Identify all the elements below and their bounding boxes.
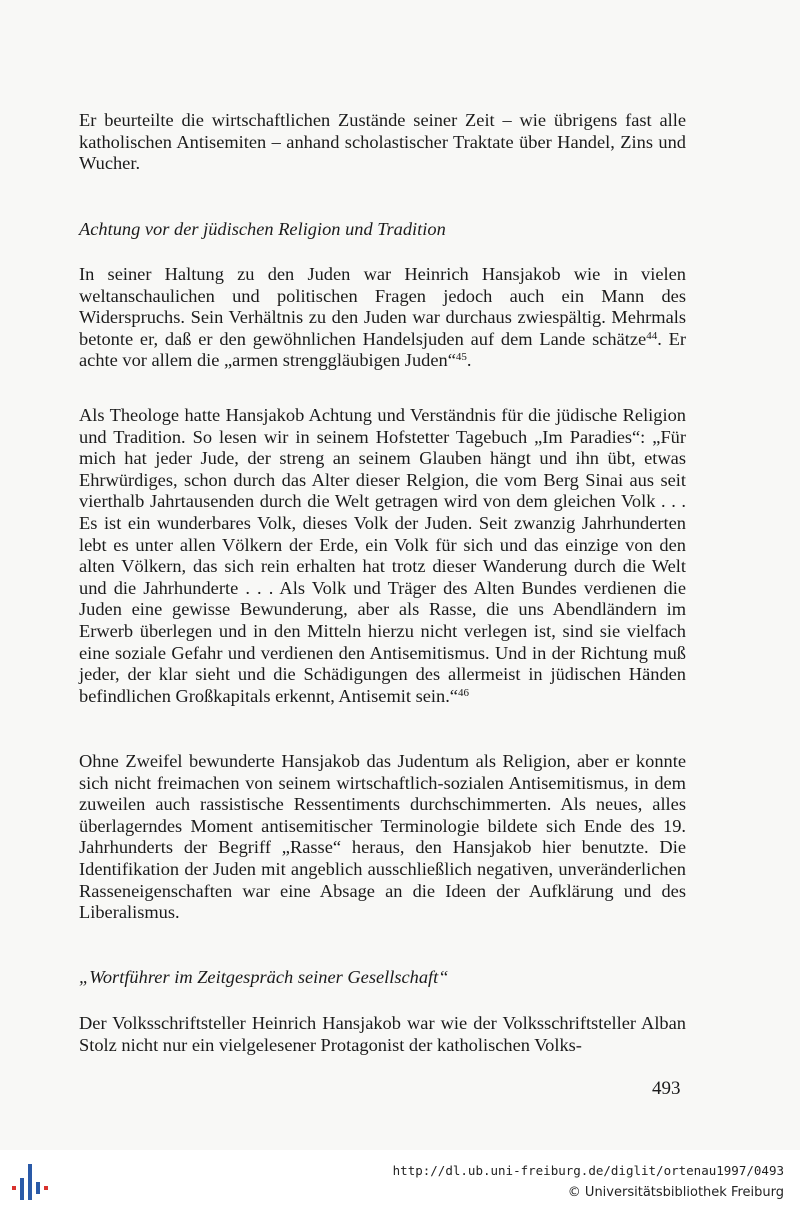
- section-heading-1: Achtung vor der jüdischen Religion und Tradition: [79, 219, 446, 239]
- footnote-ref-44: 44: [646, 329, 658, 342]
- paragraph-2: [79, 264, 686, 372]
- paragraph-2-text-b: . Er achte vor allem die „armen strenggläubigen Juden“: [79, 328, 686, 371]
- page-number: 493: [652, 1078, 681, 1099]
- paragraph-3: [79, 405, 686, 707]
- copyright-notice: © Universitätsbibliothek Freiburg: [567, 1185, 784, 1200]
- paragraph-2-text-c: .: [466, 350, 472, 371]
- paragraph-4: Ohne Zweifel bewunderte Hansjakob das Judentum als Religion, aber er konnte sich nicht freimachen von seinem wirtschaftlich-sozialen Antisemitismus, in dem zuweilen auch rassistische Ressentiments durchschimmerten. Als neues, alles überlagerndes Moment antisemitischer Terminologie bildete sich Ende des 19. Jahrhunderts der Begriff „Rasse“ heraus, den Hansjakob hier benutzte. Die Identifikation der Juden mit angeblich ausschließlich negativen, unveränderlichen Rasseneigenschaften war eine Absage an die Ideen der Aufklärung und des Liberalismus.: [79, 751, 686, 923]
- paragraph-2-text-a: In seiner Haltung zu den Juden war Heinrich Hansjakob wie in vielen weltanschaulichen und politischen Fragen jedoch auch ein Mann des Widerspruchs. Sein Verhältnis zu den Juden war durchaus zwiespältig. Mehrmals betonte er, daß er den gewöhnlichen Handelsjuden auf dem Lande schätze: [79, 264, 686, 349]
- paragraph-5: Der Volksschriftsteller Heinrich Hansjakob war wie der Volksschriftsteller Alban Stolz nicht nur ein vielgelesener Protagonist der katholischen Volks-: [79, 1013, 686, 1055]
- footnote-ref-45: 45: [455, 351, 467, 364]
- section-heading-2: „Wortführer im Zeitgespräch seiner Gesellschaft“: [79, 967, 449, 987]
- paragraph-1: Er beurteilte die wirtschaftlichen Zustände seiner Zeit – wie übrigens fast alle katholischen Antisemiten – anhand scholastischer Traktate über Handel, Zins und Wucher.: [79, 110, 686, 174]
- ub-freiburg-logo-icon: [8, 1160, 52, 1204]
- paragraph-3-text: Als Theologe hatte Hansjakob Achtung und Verständnis für die jüdische Religion und Tradition. So lesen wir in seinem Hofstetter Tagebuch „Im Paradies“: „Für mich hat jeder Jude, der streng an seinem Glauben hängt und ihn übt, etwas Ehrwürdiges, schon durch das Alter dieser Relgion, die vom Berg Sinai aus seit vierthalb Jahrtausenden durch die Welt getragen wird von dem gleichen Volk . . . Es ist ein wunderbares Volk, dieses Volk der Juden. Seit zwanzig Jahrhunderten lebt es unter allen Völkern der Erde, ein Volk für sich und das einzige von den alten Völkern, das sich rein erhalten hat trotz dieser Wanderung durch die Welt und die Jahrhunderte . . . Als Volk und Träger des Alten Bundes verdienen die Juden eine gewisse Bewunderung, aber als Rasse, die uns Abendländern im Erwerb überlegen und in den Mitteln hierzu nicht verlegen ist, sind sie vielfach eine soziale Gefahr und verdienen den Antisemitismus. Und in der Richtung muß jeder, der klar sieht und die Schädigungen des allermeist in jüdischen Händen befindlichen Großkapitals erkennt, Antisemit sein.“: [79, 405, 686, 706]
- source-url-link[interactable]: http://dl.ub.uni-freiburg.de/diglit/ortenau1997/0493: [392, 1163, 784, 1178]
- footnote-ref-46: 46: [457, 686, 469, 699]
- footer-bar: [0, 1150, 800, 1212]
